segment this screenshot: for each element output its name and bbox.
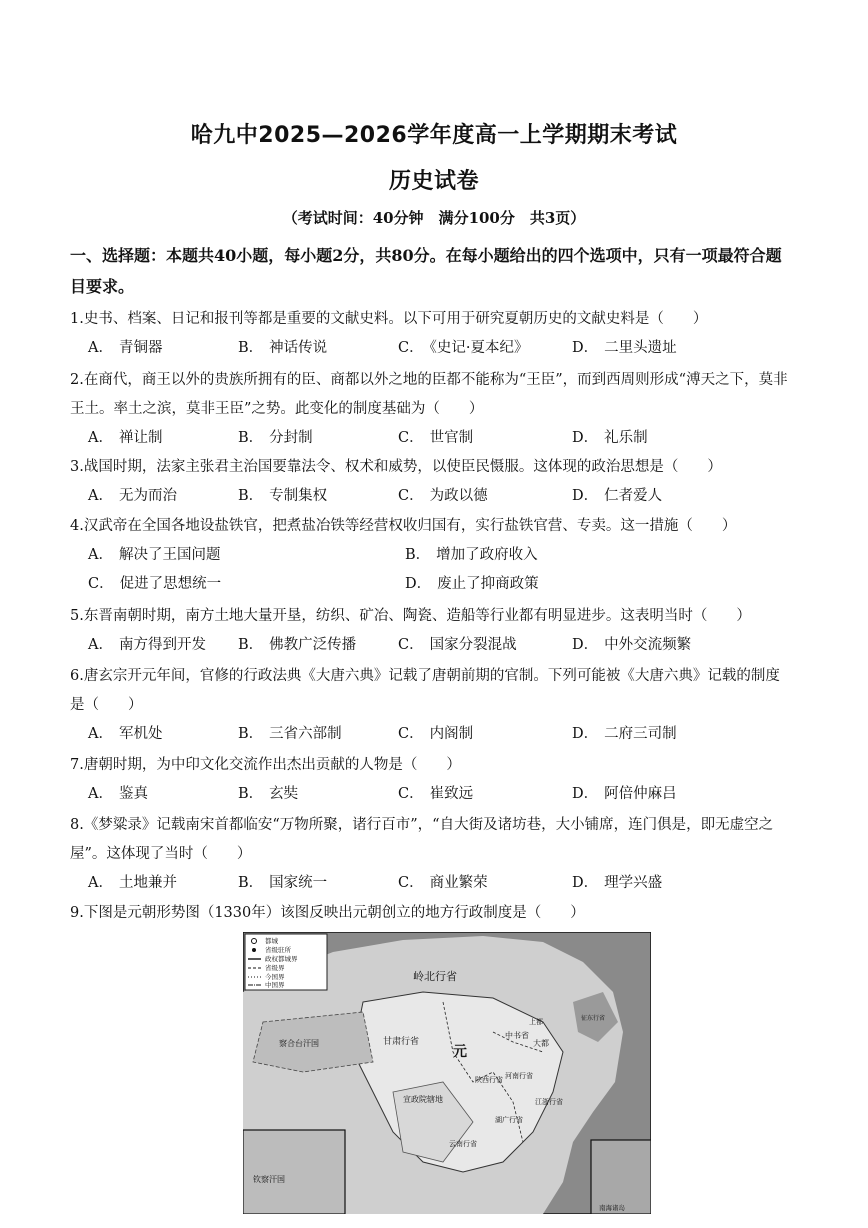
question-3 bbox=[70, 453, 790, 511]
label-xuanzheng: 宣政院辖地 bbox=[403, 1095, 443, 1104]
legend-modern-border: 今国界 bbox=[265, 973, 285, 981]
question-6 bbox=[70, 662, 790, 749]
option-b[interactable]: B． 玄奘 bbox=[238, 786, 299, 802]
question-stem: 8.《梦粱录》记载南宋首都临安“万物所聚，诸行百市”，“自大街及诸坊巷，大小铺席，连门俱是，即无虚空之屋”。这体现了当时（ ） bbox=[70, 817, 774, 862]
option-d[interactable]: D． 二府三司制 bbox=[572, 726, 677, 742]
option-a[interactable]: A． 解决了王国问题 bbox=[88, 547, 221, 563]
option-a[interactable]: A． 无为而治 bbox=[88, 488, 177, 504]
option-a[interactable]: A． 青铜器 bbox=[88, 340, 163, 356]
question-8 bbox=[70, 811, 790, 898]
question-2 bbox=[70, 366, 790, 453]
option-a[interactable]: A． 军机处 bbox=[88, 726, 163, 742]
option-b[interactable]: B． 专制集权 bbox=[238, 488, 328, 504]
label-zhengdong: 征东行省 bbox=[581, 1015, 606, 1022]
exam-title: 哈九中2025—2026学年度高一上学期期末考试 bbox=[190, 123, 678, 148]
yuan-map-svg bbox=[243, 932, 651, 1214]
option-d[interactable]: D． 中外交流频繁 bbox=[572, 637, 692, 653]
legend-capital: 都城 bbox=[265, 937, 278, 945]
exam-subtitle: 历史试卷 bbox=[388, 169, 479, 194]
option-c[interactable]: C． 世官制 bbox=[398, 430, 474, 446]
option-d[interactable]: D． 阿倍仲麻吕 bbox=[572, 786, 677, 802]
province-seat-icon bbox=[252, 948, 256, 952]
option-b[interactable]: B． 三省六部制 bbox=[238, 726, 342, 742]
option-c[interactable]: C． 商业繁荣 bbox=[398, 875, 488, 891]
label-inset-south-sea: 南海诸岛 bbox=[599, 1204, 625, 1212]
label-shaanxi: 陕西行省 bbox=[475, 1076, 503, 1084]
question-stem: 6.唐玄宗开元年间，官修的行政法典《大唐六典》记载了唐朝前期的官制。下列可能被《大唐六典》记载的制度是（ ） bbox=[70, 668, 780, 713]
question-stem: 7.唐朝时期，为中印文化交流作出杰出贡献的人物是（ ） bbox=[70, 757, 461, 773]
question-7 bbox=[70, 751, 790, 809]
question-4 bbox=[70, 512, 790, 599]
option-b[interactable]: B． 国家统一 bbox=[238, 875, 328, 891]
option-b[interactable]: B． 佛教广泛传播 bbox=[238, 637, 357, 653]
option-c[interactable]: C． 内阁制 bbox=[398, 726, 474, 742]
option-c[interactable]: C． 国家分裂混战 bbox=[398, 637, 517, 653]
legend-regime-border: 政权都城界 bbox=[265, 955, 298, 963]
option-a[interactable]: A． 南方得到开发 bbox=[88, 637, 206, 653]
label-henan: 河南行省 bbox=[505, 1072, 533, 1080]
option-d[interactable]: D． 理学兴盛 bbox=[572, 875, 663, 891]
label-inset-west: 钦察汗国 bbox=[253, 1175, 285, 1184]
question-5 bbox=[70, 602, 790, 660]
legend-province-seat: 省级驻所 bbox=[265, 946, 291, 954]
option-c[interactable]: C． 《史记·夏本纪》 bbox=[398, 340, 529, 356]
question-stem: 2.在商代，商王以外的贵族所拥有的臣、商都以外之地的臣都不能称为“王臣”，而到西周则形成“溥天之下，莫非王土。率土之滨，莫非王臣”之势。此变化的制度基础为（ ） bbox=[70, 372, 788, 417]
label-yuan: 元 bbox=[453, 1044, 467, 1060]
option-d[interactable]: D． 礼乐制 bbox=[572, 430, 648, 446]
option-b[interactable]: B． 增加了政府收入 bbox=[405, 547, 538, 563]
option-a[interactable]: A． 鉴真 bbox=[88, 786, 148, 802]
label-gansu: 甘肃行省 bbox=[383, 1037, 420, 1047]
question-stem: 1.史书、档案、日记和报刊等都是重要的文献史料。以下可用于研究夏朝历史的文献史料是（ ） bbox=[70, 311, 708, 327]
option-c[interactable]: C． 促进了思想统一 bbox=[88, 576, 222, 592]
label-huguang: 湖广行省 bbox=[495, 1116, 523, 1124]
question-stem: 9.下图是元朝形势图（1330年）该图反映出元朝创立的地方行政制度是（ ） bbox=[70, 905, 585, 921]
question-stem: 5.东晋南朝时期，南方土地大量开垦，纺织、矿冶、陶瓷、造船等行业都有明显进步。这表明当时（ ） bbox=[70, 608, 751, 624]
question-9 bbox=[70, 899, 790, 928]
option-b[interactable]: B． 分封制 bbox=[238, 430, 313, 446]
question-1 bbox=[70, 305, 790, 363]
question-stem: 3.战国时期，法家主张君主治国要靠法令、权术和威势，以使臣民慑服。这体现的政治思想是（ ） bbox=[70, 459, 722, 475]
option-d[interactable]: D． 废止了抑商政策 bbox=[405, 576, 539, 592]
label-west-khanate: 察合台汗国 bbox=[279, 1039, 319, 1048]
option-b[interactable]: B． 神话传说 bbox=[238, 340, 328, 356]
option-d[interactable]: D． 二里头遗址 bbox=[572, 340, 677, 356]
exam-info: （考试时间：40分钟 满分100分 共3页） bbox=[282, 209, 586, 227]
legend-province-border: 省级界 bbox=[265, 964, 285, 972]
label-shangdu: 上都 bbox=[529, 1018, 543, 1026]
question-stem: 4.汉武帝在全国各地设盐铁官，把煮盐冶铁等经营权收归国有，实行盐铁官营、专卖。这一措施（ ） bbox=[70, 518, 737, 534]
inset-west bbox=[243, 1130, 345, 1214]
label-yunnan: 云南行省 bbox=[449, 1140, 477, 1148]
option-d[interactable]: D． 仁者爱人 bbox=[572, 488, 663, 504]
legend-china-border: 中国界 bbox=[265, 981, 285, 989]
label-dadu: 大都 bbox=[533, 1039, 549, 1048]
section-heading: 一、选择题：本题共40小题，每小题2分，共80分。在每小题给出的四个选项中，只有一项最符合题目要求。 bbox=[70, 246, 782, 296]
inset-south-sea bbox=[591, 1140, 651, 1214]
option-a[interactable]: A． 禅让制 bbox=[88, 430, 163, 446]
option-c[interactable]: C． 崔致远 bbox=[398, 786, 474, 802]
yuan-map bbox=[243, 932, 651, 1214]
label-lingbei: 岭北行省 bbox=[413, 970, 457, 983]
label-zhongshu: 中书省 bbox=[505, 1031, 529, 1040]
label-jiangzhe: 江浙行省 bbox=[535, 1098, 563, 1106]
option-c[interactable]: C． 为政以德 bbox=[398, 488, 488, 504]
option-a[interactable]: A． 土地兼并 bbox=[88, 875, 177, 891]
